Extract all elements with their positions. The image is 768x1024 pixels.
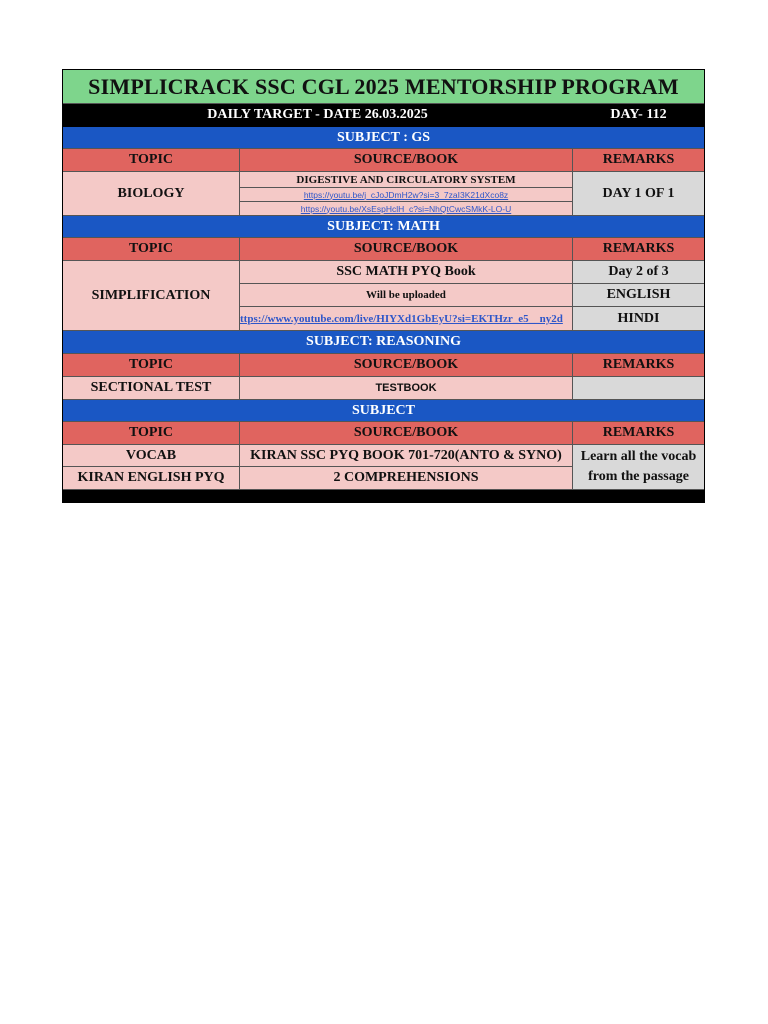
english-subject: SUBJECT: [63, 400, 704, 422]
gs-body: [63, 172, 704, 216]
math-body: [63, 261, 704, 331]
gs-source-title: DIGESTIVE AND CIRCULATORY SYSTEM: [240, 172, 573, 188]
reasoning-body: [63, 377, 704, 400]
reasoning-topic: SECTIONAL TEST: [63, 377, 240, 400]
reasoning-source-header: SOURCE/BOOK: [240, 354, 573, 377]
english-topic-1: VOCAB: [63, 445, 240, 467]
math-link[interactable]: ttps://www.youtube.com/live/HIYXd1GbEyU?si=EKTHzr_e5__ny2d: [240, 307, 573, 331]
english-topic-2: KIRAN ENGLISH PYQ: [63, 467, 240, 490]
reasoning-topic-header: TOPIC: [63, 354, 240, 377]
gs-subject: SUBJECT : GS: [63, 127, 704, 149]
schedule-sheet: [62, 69, 705, 503]
gs-subject-row: [63, 127, 704, 149]
daily-target: DAILY TARGET - DATE 26.03.2025: [63, 104, 573, 127]
math-source-2: Will be uploaded: [240, 284, 573, 307]
gs-link-1[interactable]: https://youtu.be/j_cJoJDmH2w?si=3_7zaI3K21dXco8z: [240, 188, 573, 202]
page-title: SIMPLICRACK SSC CGL 2025 MENTORSHIP PROGRAM: [63, 70, 704, 104]
math-source-1: SSC MATH PYQ Book: [240, 261, 573, 284]
english-subject-row: [63, 400, 704, 422]
reasoning-subject-row: [63, 331, 704, 354]
reasoning-subject: SUBJECT: REASONING: [63, 331, 704, 354]
math-remarks-header: REMARKS: [573, 238, 704, 261]
reasoning-source: TESTBOOK: [240, 377, 573, 400]
reasoning-header-row: [63, 354, 704, 377]
gs-remarks: DAY 1 OF 1: [573, 172, 704, 216]
math-source-header: SOURCE/BOOK: [240, 238, 573, 261]
math-topic-header: TOPIC: [63, 238, 240, 261]
english-source-1: KIRAN SSC PYQ BOOK 701-720(ANTO & SYNO): [240, 445, 573, 467]
math-remarks-3: HINDI: [573, 307, 704, 331]
daily-target-row: [63, 104, 704, 127]
english-header-row: [63, 422, 704, 445]
english-remarks-header: REMARKS: [573, 422, 704, 445]
math-subject-row: [63, 216, 704, 238]
title-row: [63, 70, 704, 104]
gs-source-header: SOURCE/BOOK: [240, 149, 573, 172]
math-remarks-2: ENGLISH: [573, 284, 704, 307]
english-source-2: 2 COMPREHENSIONS: [240, 467, 573, 490]
gs-header-row: [63, 149, 704, 172]
math-header-row: [63, 238, 704, 261]
math-remarks-1: Day 2 of 3: [573, 261, 704, 284]
english-body: [63, 445, 704, 490]
english-source-header: SOURCE/BOOK: [240, 422, 573, 445]
gs-topic: BIOLOGY: [63, 172, 240, 216]
reasoning-remarks: [573, 377, 704, 400]
reasoning-remarks-header: REMARKS: [573, 354, 704, 377]
footer-bar: [63, 490, 704, 502]
gs-link-2[interactable]: https://youtu.be/XsEspHclH_c?si=NhQtCwcSMkK-LO-U: [240, 202, 573, 216]
math-topic: SIMPLIFICATION: [63, 261, 240, 331]
gs-topic-header: TOPIC: [63, 149, 240, 172]
math-subject: SUBJECT: MATH: [63, 216, 704, 238]
day-counter: DAY- 112: [573, 104, 704, 127]
gs-remarks-header: REMARKS: [573, 149, 704, 172]
english-topic-header: TOPIC: [63, 422, 240, 445]
english-remarks: Learn all the vocab from the passage: [573, 445, 704, 490]
